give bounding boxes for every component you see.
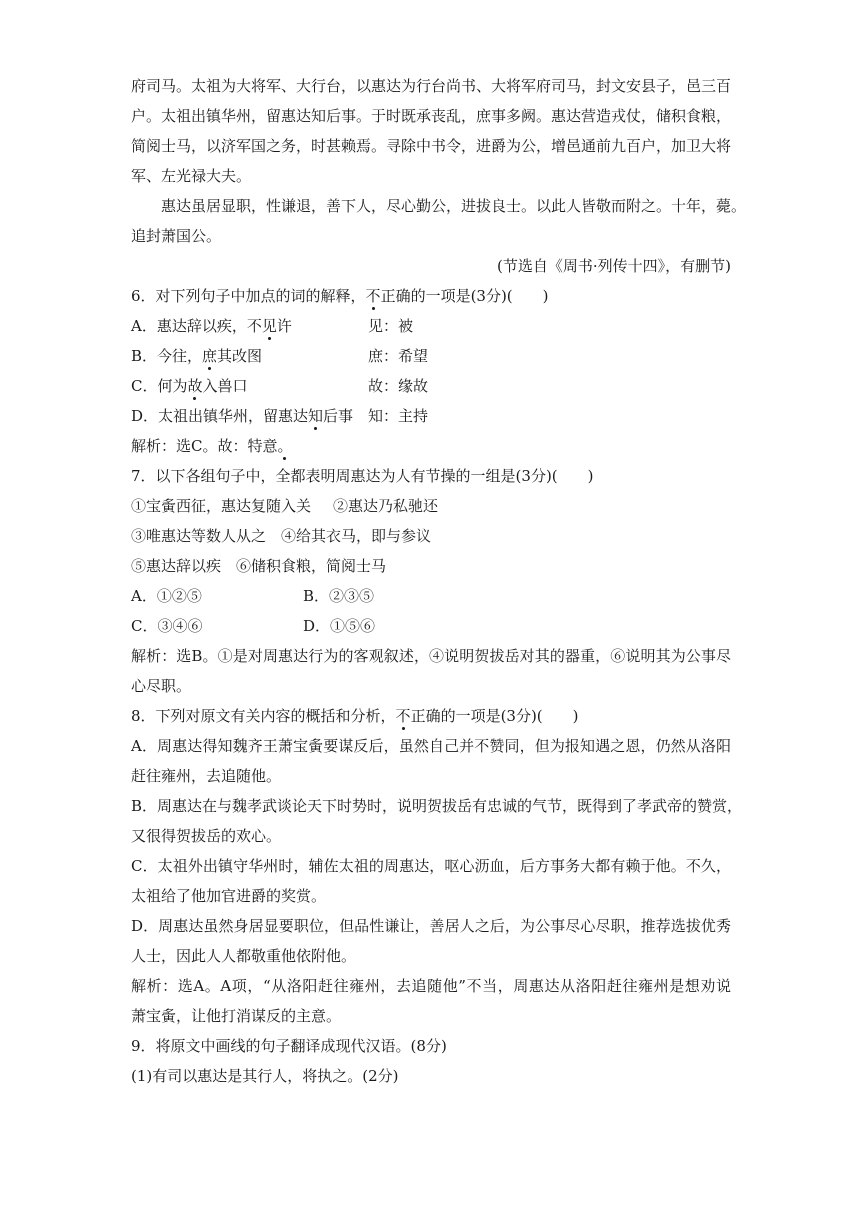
q7-items-row3: ⑤惠达辞以疾 ⑥储积食粮，简阅士马 (131, 557, 387, 575)
q8-option-a: A．周惠达得知魏齐王萧宝夤要谋反后，虽然自己并不赞同，但为报知遇之恩，仍然从洛阳 (131, 737, 731, 755)
q8-option-c-cont: 太祖给了他加官进爵的奖赏。 (131, 887, 327, 905)
q6-option-c: C．何为故入兽口 (131, 377, 248, 395)
q8-option-d-cont: 人士，因此人人都敬重他依附他。 (131, 947, 357, 965)
question-8-stem: 8．下列对原文有关内容的概括和分析，不正确的一项是(3分)( ) (131, 707, 579, 725)
q7-choice-b: B．②③⑤ (303, 587, 375, 605)
q9-sub1: (1)有司以惠达是其行人，将执之。(2分) (131, 1067, 399, 1085)
q8-option-c: C．太祖外出镇守华州时，辅佐太祖的周惠达，呕心沥血，后方事务大都有赖于他。不久， (131, 857, 731, 875)
q7-choice-c: C．③④⑥ (131, 617, 203, 635)
q8-option-d: D．周惠达虽然身居显要职位，但品性谦让，善居人之后，为公事尽心尽职，推荐选拔优秀 (131, 917, 731, 935)
q8-option-b: B．周惠达在与魏孝武谈论天下时势时，说明贺拔岳有忠诚的气节，既得到了孝武帝的赞赏， (131, 797, 743, 815)
q7-analysis: 解析：选B。①是对周惠达行为的客观叙述，④说明贺拔岳对其的器重，⑥说明其为公事尽 (131, 647, 731, 665)
question-7-stem: 7．以下各组句子中，全都表明周惠达为人有节操的一组是(3分)( ) (131, 467, 594, 485)
q6-option-c-gloss: 故：缘故 (368, 377, 429, 395)
q6-option-d: D．太祖出镇华州，留惠达知后事 (131, 407, 354, 425)
q7-choice-a: A．①②⑤ (131, 587, 202, 605)
q7-analysis-cont: 心尽职。 (131, 677, 192, 695)
passage-line: 府司马。太祖为大将军、大行台，以惠达为行台尚书、大将军府司马，封文安县子，邑三百 (131, 77, 732, 95)
q7-choice-d: D．①⑤⑥ (303, 617, 376, 635)
q7-items-row2: ③唯惠达等数人从之 ④给其衣马，即与参议 (131, 527, 432, 545)
passage-source: (节选自《周书·列传十四》，有删节) (497, 257, 731, 275)
q8-option-a-cont: 赶往雍州，去追随他。 (131, 767, 282, 785)
passage-line: 追封萧国公。 (131, 227, 222, 245)
question-9-stem: 9．将原文中画线的句子翻译成现代汉语。(8分) (131, 1037, 447, 1055)
passage-line: 户。太祖出镇华州，留惠达知后事。于时既承丧乱，庶事多阙。惠达营造戎仗，储积食粮， (131, 107, 732, 125)
q6-option-b-gloss: 庶：希望 (368, 347, 429, 365)
q8-analysis-cont: 萧宝夤，让他打消谋反的主意。 (131, 1007, 342, 1025)
passage-line: 军、左光禄大夫。 (131, 167, 252, 185)
q7-items-row1: ①宝夤西征，惠达复随入关 (131, 497, 312, 515)
q6-option-d-gloss: 知：主持 (368, 407, 429, 425)
q8-option-b-cont: 又很得贺拔岳的欢心。 (131, 827, 282, 845)
q6-option-a-gloss: 见：被 (368, 317, 414, 335)
q6-option-b: B．今往，庶其改图 (131, 347, 263, 365)
q7-items-row1-b: ②惠达乃私驰还 (333, 497, 439, 515)
passage-line: 惠达虽居显职，性谦退，善下人，尽心勤公，进拔良士。以此人皆敬而附之。十年，薨。 (161, 197, 747, 215)
q6-option-a: A．惠达辞以疾，不见许 (131, 317, 292, 335)
question-6-stem: 6．对下列句子中加点的词的解释，不正确的一项是(3分)( ) (131, 287, 549, 305)
passage-line: 简阅士马，以济军国之务，时甚赖焉。寻除中书令，进爵为公，增邑通前九百户，加卫大将 (131, 137, 732, 155)
q8-analysis: 解析：选A。A项，“从洛阳赶往雍州，去追随他”不当，周惠达从洛阳赶往雍州是想劝说 (131, 977, 731, 995)
q6-analysis: 解析：选C。故：特意。 (131, 437, 293, 455)
